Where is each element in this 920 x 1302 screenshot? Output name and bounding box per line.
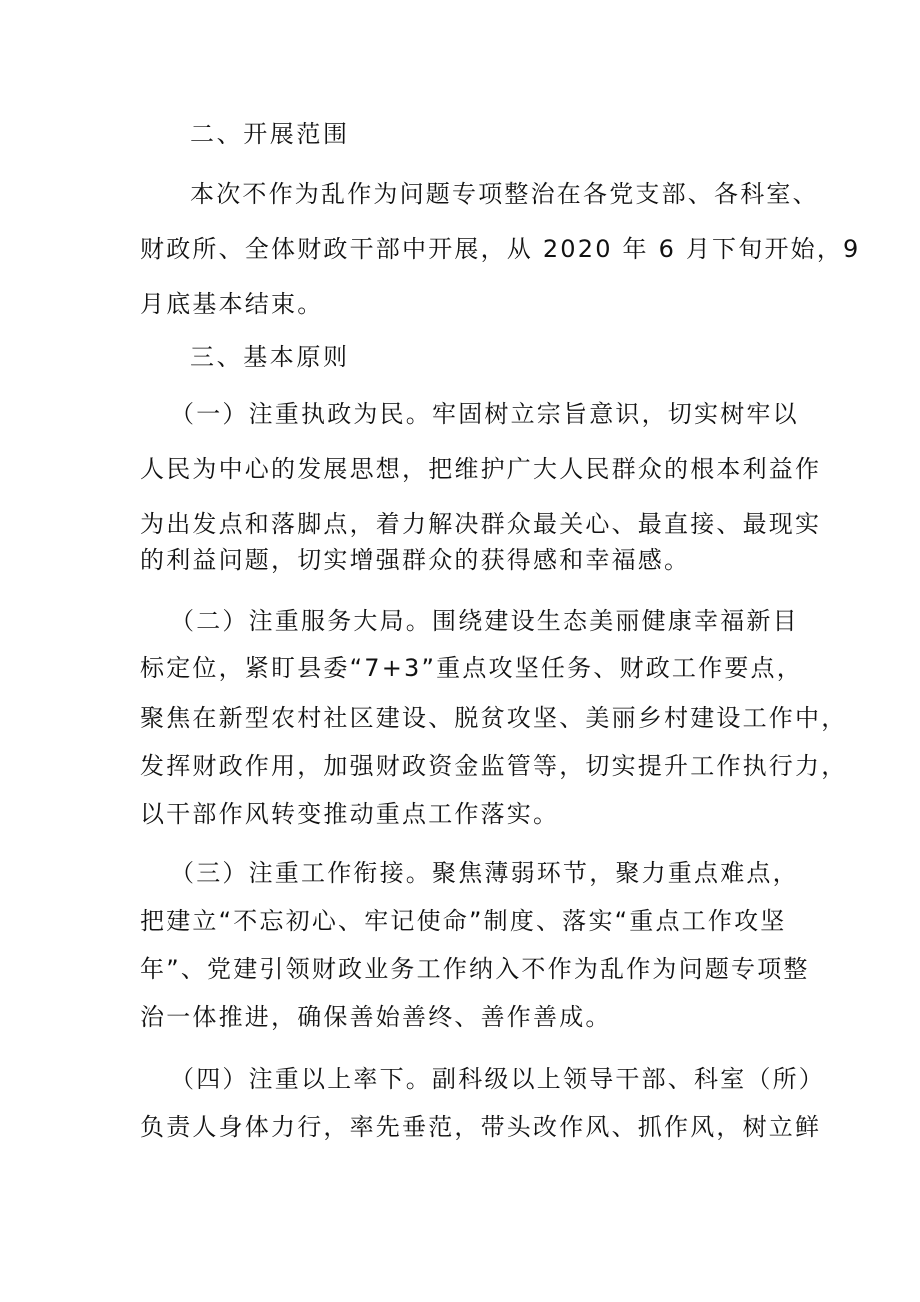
paragraph-line: 月底基本结束。 [140,290,324,318]
paragraph-line: 财政所、全体财政干部中开展，从 2020 年 6 月下旬开始，9 [140,235,861,263]
paragraph-line: 的利益问题，切实增强群众的获得感和幸福感。 [140,546,691,574]
section-heading-principles: 三、基本原则 [190,343,350,371]
paragraph-line: 治一体推进，确保善始善终、善作善成。 [140,1003,612,1031]
paragraph-line: （一）注重执政为民。牢固树立宗旨意识，切实树牢以 [170,400,799,428]
paragraph-line: 年”、党建引领财政业务工作纳入不作为乱作为问题专项整 [140,955,810,983]
paragraph-line: （四）注重以上率下。副科级以上领导干部、科室（所） [170,1065,825,1093]
paragraph-line: 以干部作风转变推动重点工作落实。 [140,800,560,828]
paragraph-line: （二）注重服务大局。围绕建设生态美丽健康幸福新目 [170,607,799,635]
paragraph-line: 聚焦在新型农村社区建设、脱贫攻坚、美丽乡村建设工作中， [140,704,848,732]
paragraph-line: 把建立“不忘初心、牢记使命”制度、落实“重点工作攻坚 [140,907,787,935]
paragraph-line: 发挥财政作用，加强财政资金监管等，切实提升工作执行力， [140,752,848,780]
paragraph-line: 标定位，紧盯县委“7+3”重点攻坚任务、财政工作要点， [140,654,803,682]
paragraph-line: 为出发点和落脚点，着力解决群众最关心、最直接、最现实 [140,510,822,538]
paragraph-line: 人民为中心的发展思想，把维护广大人民群众的根本利益作 [140,455,822,483]
section-heading-scope: 二、开展范围 [190,120,350,148]
paragraph-line: （三）注重工作衔接。聚焦薄弱环节，聚力重点难点， [170,859,799,887]
paragraph-line: 本次不作为乱作为问题专项整治在各党支部、各科室、 [190,180,819,208]
paragraph-line: 负责人身体力行，率先垂范，带头改作风、抓作风，树立鲜 [140,1113,822,1141]
